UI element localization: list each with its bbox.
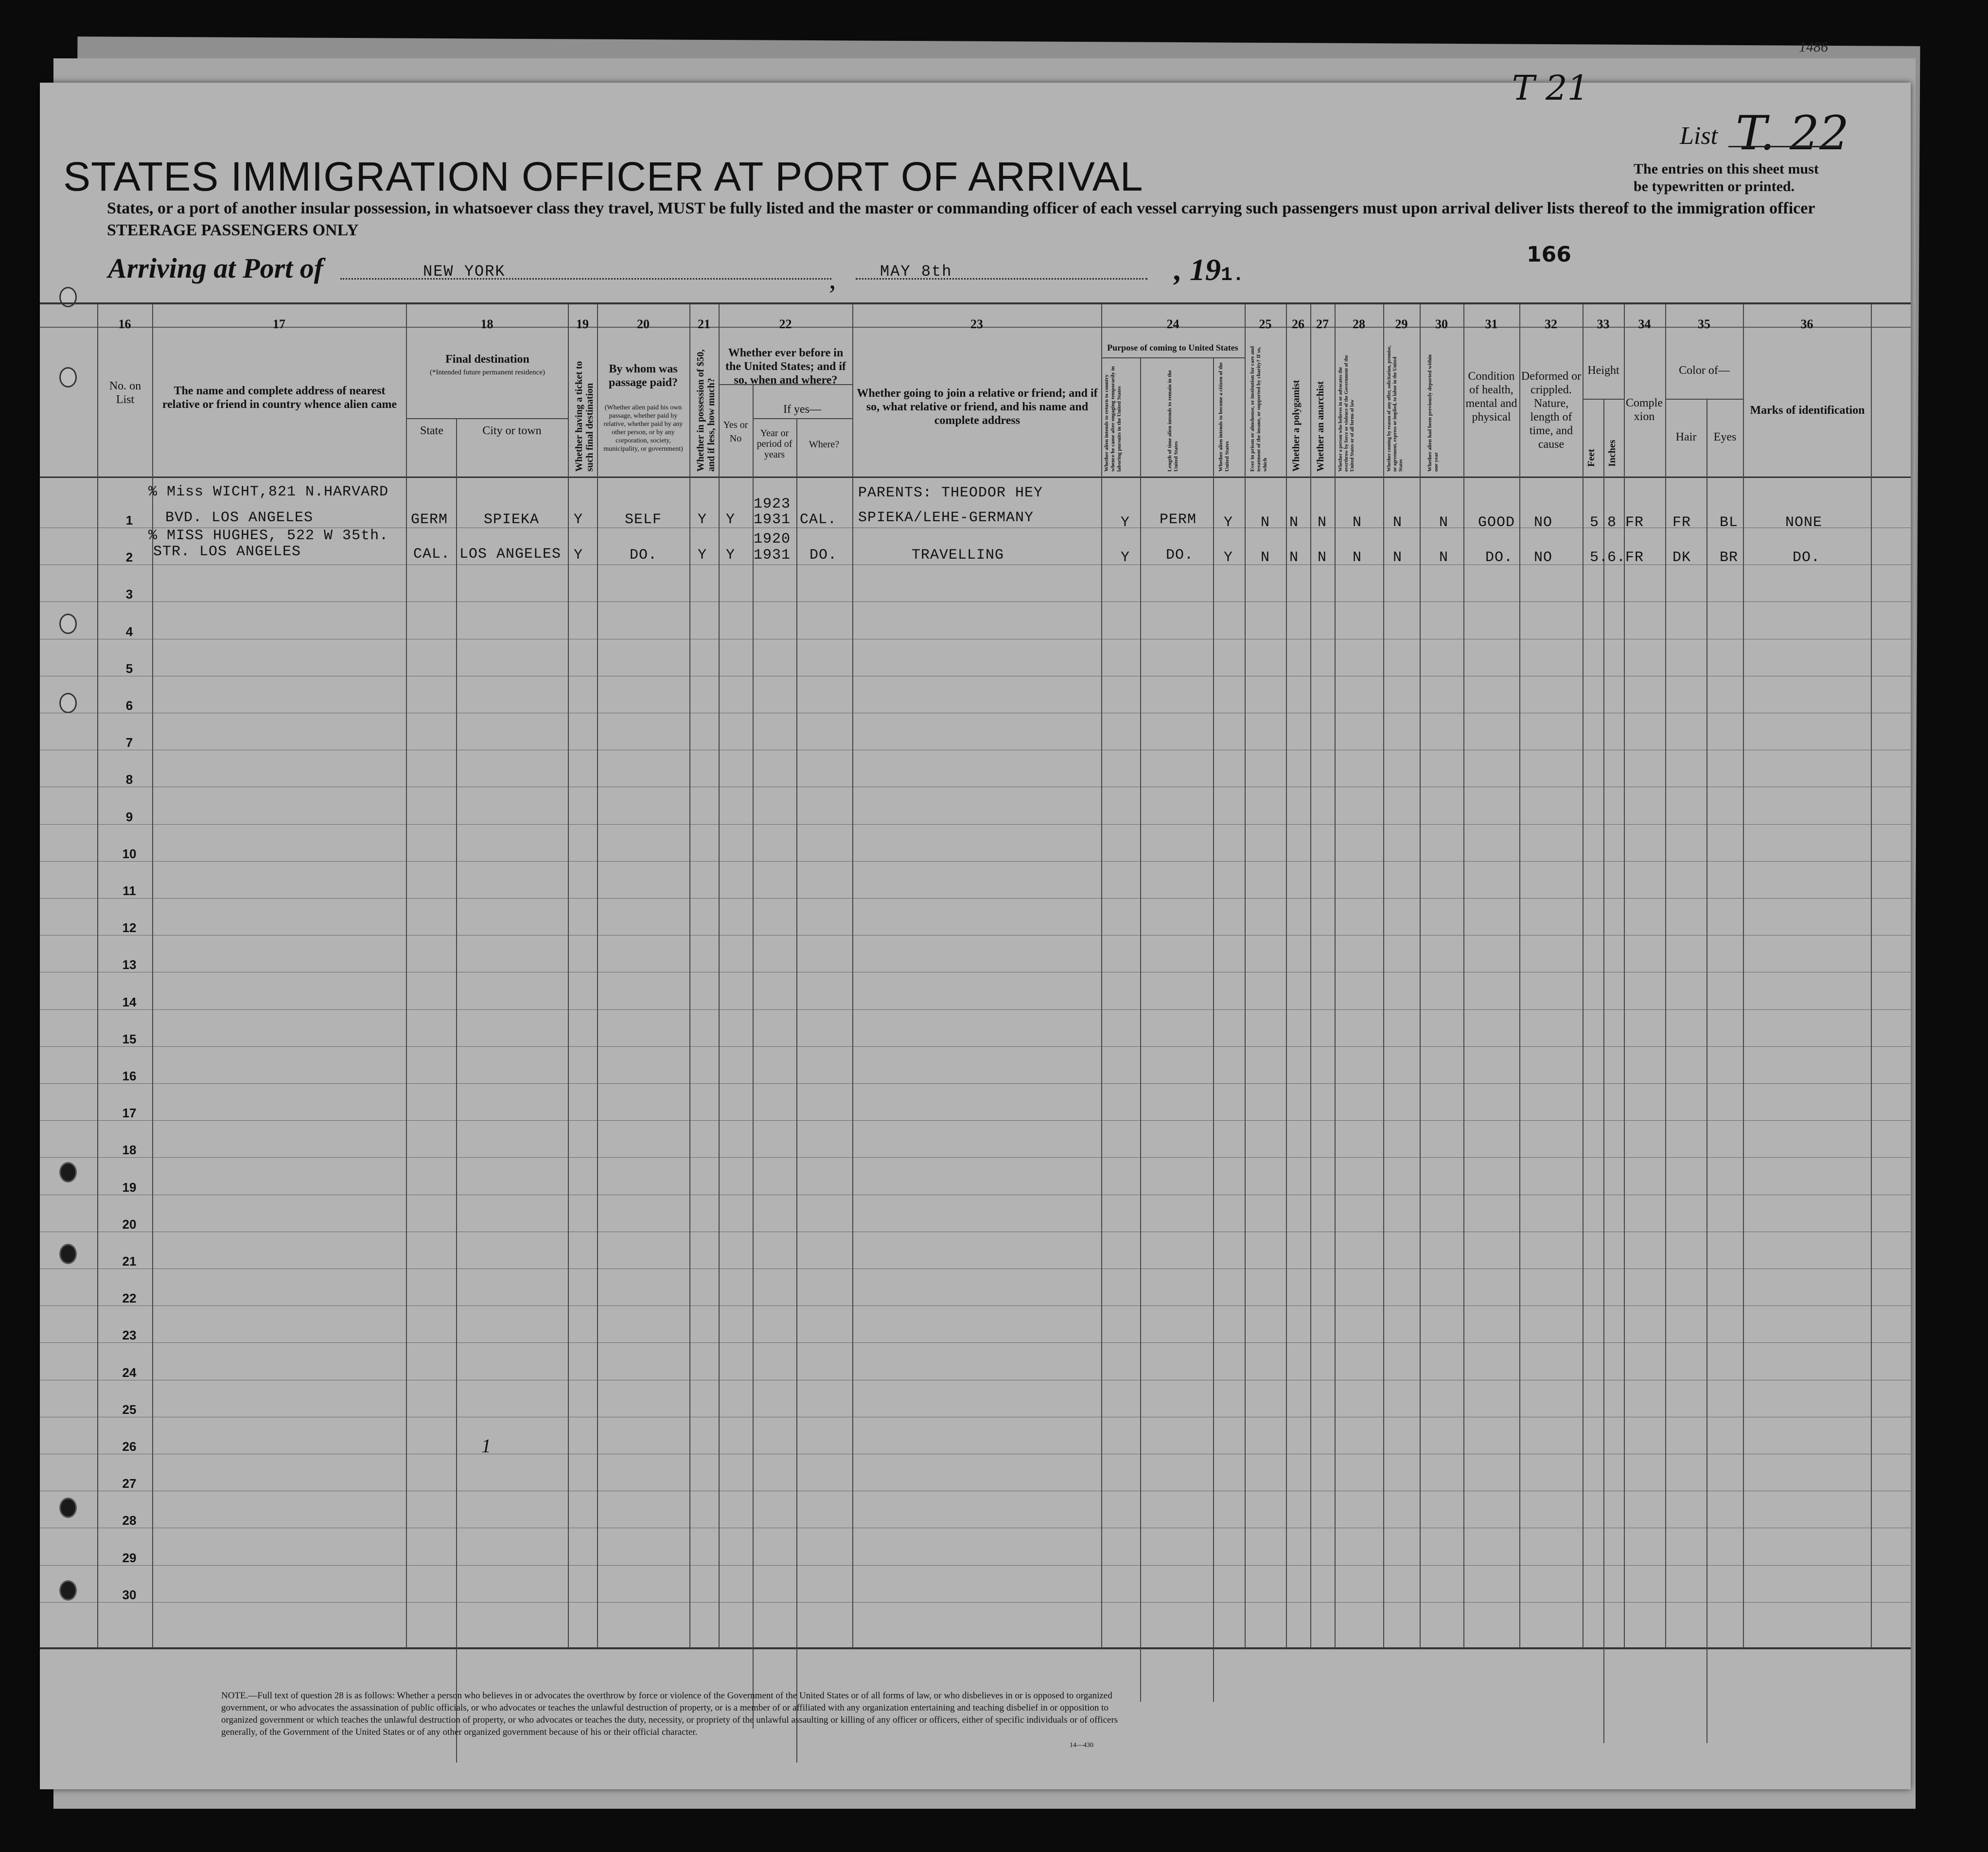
- header-where: Where?: [809, 439, 840, 450]
- entry-1-feet: 5: [1590, 514, 1600, 531]
- row-number: 16: [122, 1069, 137, 1083]
- row-number: 8: [125, 772, 133, 787]
- subheader-rule: [753, 418, 852, 419]
- entry-2-health: DO.: [1485, 549, 1513, 566]
- port-value: NEW YORK: [423, 263, 506, 281]
- subheader-rule: [406, 418, 568, 419]
- entry-2-anarchist: N: [1318, 549, 1327, 566]
- entry-1-money: Y: [698, 512, 707, 528]
- colnum-31: 31: [1485, 317, 1498, 331]
- row-number: 23: [122, 1328, 137, 1342]
- header-purpose: Purpose of coming to United States: [1107, 343, 1238, 353]
- row-number: 7: [125, 735, 133, 750]
- col-divider: [1624, 304, 1625, 1648]
- subheader-rule: [719, 384, 852, 385]
- entry-2-ticket: Y: [574, 547, 583, 564]
- col-divider: [1463, 304, 1464, 1648]
- colnum-17: 17: [273, 317, 285, 331]
- row-number: 13: [122, 957, 137, 972]
- header-paid-by: By whom was passage paid?: [608, 363, 678, 389]
- col-divider: [456, 418, 457, 1763]
- entry-2-prison: N: [1261, 549, 1270, 566]
- header-relative: The name and complete address of nearest relative or friend in country whence alien came: [162, 385, 397, 411]
- row-number: 27: [122, 1476, 137, 1491]
- row-line: [40, 1009, 1911, 1010]
- subheader-rule: [1665, 399, 1743, 400]
- entry-1-paid-by: SELF: [625, 512, 662, 528]
- year-prefix: 19: [1190, 252, 1221, 287]
- colnum-36: 36: [1800, 317, 1813, 331]
- col-divider: [1286, 304, 1287, 1648]
- entry-1-polygamist: N: [1289, 514, 1299, 531]
- colnum-35: 35: [1698, 317, 1710, 331]
- row-number: 4: [125, 624, 133, 639]
- year-suffix: 1.: [1221, 265, 1245, 286]
- page-title: STATES IMMIGRATION OFFICER AT PORT OF ARRIVAL: [63, 154, 1144, 199]
- entry-2-hair: DK: [1672, 549, 1691, 566]
- entry-2-citizen: Y: [1224, 549, 1233, 566]
- entry-1-anarchist: N: [1318, 514, 1327, 531]
- header-yes-no: Yes or No: [723, 420, 748, 444]
- col-divider: [1245, 304, 1246, 1648]
- col-divider: [1603, 399, 1604, 1743]
- entry-2-polygamist: N: [1289, 549, 1299, 566]
- entry-2-offer: N: [1393, 549, 1403, 566]
- header-polygamist: Whether a polygamist: [1291, 380, 1302, 472]
- col-divider: [1383, 304, 1384, 1648]
- typewritten-note-line-2: be typewritten or printed.: [1634, 178, 1795, 194]
- entry-1-prison: N: [1261, 514, 1270, 531]
- entry-2-money: Y: [698, 547, 707, 564]
- col-divider: [796, 418, 797, 1763]
- row-number: 15: [122, 1032, 137, 1046]
- row-number: 1: [125, 513, 133, 528]
- footer-form-code: 14—430: [1070, 1742, 1093, 1749]
- row-number: 18: [122, 1143, 137, 1157]
- subtitle-line-2: STEERAGE PASSENGERS ONLY: [107, 221, 359, 239]
- row-number: 26: [122, 1439, 137, 1454]
- row-line: [40, 601, 1911, 602]
- comma: ,: [829, 263, 836, 295]
- entry-1-deported: N: [1439, 514, 1449, 531]
- header-before-in-us: Whether ever before in the United States; and if so, when and where?: [725, 347, 846, 387]
- entry-1-where: CAL.: [800, 512, 837, 528]
- colnum-30: 30: [1435, 317, 1448, 331]
- entry-1-years-2: 1931: [754, 512, 791, 528]
- col-divider: [1101, 304, 1102, 1648]
- entry-1-complexion: FR: [1625, 514, 1644, 531]
- row-line: [40, 1157, 1911, 1158]
- col-divider: [1140, 357, 1141, 1702]
- colnum-19: 19: [576, 317, 589, 331]
- punch-hole: [59, 693, 77, 713]
- header-if-yes: If yes—: [783, 403, 821, 416]
- row-number: 17: [122, 1106, 137, 1120]
- punch-hole: [59, 1244, 77, 1264]
- row-number: 10: [122, 847, 137, 861]
- row-number: 11: [123, 883, 136, 898]
- entry-2-complexion: FR: [1625, 549, 1644, 566]
- header-deformed: Deformed or crippled. Nature, length of time, and cause: [1521, 370, 1582, 451]
- entry-1-state: GERM: [411, 512, 448, 528]
- row-number: 29: [122, 1551, 137, 1565]
- manifest-sheet: [40, 83, 1911, 1789]
- row-number: 19: [122, 1180, 137, 1195]
- entry-2-eyes: BR: [1720, 549, 1739, 566]
- row-line: [40, 1120, 1911, 1121]
- row-number: 3: [125, 587, 133, 601]
- header-hair: Hair: [1675, 431, 1697, 443]
- col-divider: [1213, 357, 1214, 1702]
- entry-2-state: CAL.: [413, 546, 451, 563]
- entry-1-join-line-1: PARENTS: THEODOR HEY: [858, 485, 1043, 501]
- form-number: 166: [1527, 242, 1571, 267]
- col-divider: [1420, 304, 1421, 1648]
- col-divider: [1310, 304, 1311, 1648]
- entry-1-health: GOOD: [1478, 514, 1515, 531]
- entry-1-marks: NONE: [1785, 514, 1823, 531]
- header-state: State: [420, 424, 443, 437]
- date-value: MAY 8th: [880, 263, 952, 281]
- colnum-33: 33: [1597, 317, 1610, 331]
- punch-hole: [59, 367, 77, 388]
- row-number: 2: [125, 550, 133, 564]
- row-line: [40, 1083, 1911, 1084]
- list-value: T. 22: [1736, 106, 1849, 160]
- col-divider: [1743, 304, 1744, 1648]
- colnum-34: 34: [1638, 317, 1651, 331]
- row-number: 24: [122, 1365, 137, 1380]
- subtitle-line-1: States, or a port of another insular possession, in whatsoever class they travel, MUST be fully listed and the master or commanding officer of each vessel carrying such passengers must upon arrival deliver lists thereof to the immigration officer: [107, 199, 1815, 217]
- header-complexion: Complexion: [1626, 397, 1663, 423]
- header-deported: Whether alien had been previously deported within one year: [1427, 354, 1439, 472]
- col-divider: [406, 304, 407, 1648]
- header-bottom-rule: [40, 476, 1911, 478]
- entry-1-join-line-2: SPIEKA/LEHE-GERMANY: [858, 510, 1034, 526]
- entry-1-relative-line-1: % Miss WICHT,821 N.HARVARD: [148, 484, 389, 500]
- header-final-destination: Final destination: [445, 353, 529, 366]
- colnum-28: 28: [1353, 317, 1365, 331]
- subheader-rule: [1583, 399, 1624, 400]
- row-number: 14: [122, 995, 137, 1009]
- entry-2-deformed: NO: [1534, 549, 1553, 566]
- row-line: [40, 1342, 1911, 1343]
- entry-2-feet: 5.: [1590, 549, 1609, 566]
- header-anarchist: Whether an anarchist: [1315, 381, 1326, 472]
- colnum-20: 20: [637, 317, 650, 331]
- entry-1-city: SPIEKA: [484, 512, 540, 528]
- colnum-27: 27: [1316, 317, 1329, 331]
- punch-hole: [59, 1162, 77, 1182]
- header-purpose-citizen: Whether alien intends to become a citizen of the United States: [1218, 362, 1230, 472]
- header-health: Condition of health, mental and physical: [1465, 370, 1517, 423]
- punch-hole: [59, 614, 77, 634]
- entry-1-relative-line-2: BVD. LOS ANGELES: [165, 510, 314, 526]
- table-bottom-rule: [40, 1647, 1911, 1649]
- colnum-26: 26: [1292, 317, 1304, 331]
- arriving-label: Arriving at Port of: [108, 252, 324, 284]
- entry-1-eyes: BL: [1720, 514, 1739, 531]
- colnum-25: 25: [1259, 317, 1272, 331]
- entry-2-deported: N: [1439, 549, 1449, 566]
- entry-2-where: DO.: [809, 547, 838, 564]
- col-divider: [753, 384, 754, 1729]
- colnum-24: 24: [1166, 317, 1179, 331]
- row-number: 28: [122, 1513, 137, 1528]
- entry-2-length: DO.: [1166, 547, 1194, 564]
- col-divider: [689, 304, 690, 1648]
- entry-2-inches: 6.: [1607, 549, 1626, 566]
- colnum-21: 21: [698, 317, 710, 331]
- top-list-mark: T 21: [1512, 68, 1589, 108]
- header-marks: Marks of identification: [1750, 404, 1865, 417]
- punch-hole: [59, 1580, 77, 1601]
- port-underline: [340, 278, 831, 280]
- corner-mark: 1486: [1799, 39, 1828, 55]
- entry-1-purpose-return: Y: [1121, 514, 1130, 531]
- entry-2-purpose-return: Y: [1121, 549, 1130, 566]
- entry-2-relative-line-1: % MISS HUGHES, 522 W 35th.: [148, 528, 389, 544]
- col-divider: [1519, 304, 1520, 1648]
- row-number: 22: [122, 1291, 137, 1305]
- list-underline: [1728, 146, 1840, 147]
- colnum-32: 32: [1545, 317, 1557, 331]
- header-prison: Ever in prison or almshouse, or institution for care and treatment of the insane, or supported by charity? If so, which: [1249, 346, 1268, 472]
- row-number: 12: [122, 920, 137, 935]
- row-number: 6: [125, 698, 133, 713]
- row-line: [40, 861, 1911, 862]
- header-eyes: Eyes: [1713, 431, 1737, 443]
- header-offer: Whether coming by reason of any offer, solicitation, promise, or agreement, express or implied, to labor in the United States: [1387, 345, 1404, 472]
- entry-1-ticket: Y: [574, 512, 583, 528]
- colnum-29: 29: [1395, 317, 1408, 331]
- colnum-23: 23: [970, 317, 983, 331]
- row-number: 30: [122, 1587, 137, 1602]
- entry-2-join-line-1: TRAVELLING: [912, 547, 1004, 564]
- row-number: 25: [122, 1402, 137, 1417]
- col-divider: [719, 304, 720, 1648]
- entry-1-before: Y: [726, 512, 736, 528]
- header-feet: Feet: [1586, 449, 1597, 467]
- entry-1-overthrow: N: [1353, 514, 1362, 531]
- entry-2-paid-by: DO.: [630, 547, 658, 564]
- entry-1-offer: N: [1393, 514, 1403, 531]
- entry-1-deformed: NO: [1534, 514, 1553, 531]
- row-number: 9: [125, 810, 133, 824]
- header-overthrow: Whether a person who believes in or advocates the overthrow by force or violence of the Government of the United States or of all forms of law: [1338, 355, 1355, 472]
- typewritten-note-line-1: The entries on this sheet must: [1634, 161, 1819, 177]
- entry-1-years-1: 1923: [754, 496, 791, 512]
- row-line: [40, 898, 1911, 899]
- header-no-on-list: No. on List: [109, 380, 141, 406]
- header-top-rule: [40, 302, 1911, 304]
- header-ticket: Whether having a ticket to such final destination: [574, 361, 595, 472]
- header-city: City or town: [482, 424, 542, 437]
- colnum-22: 22: [779, 317, 792, 331]
- header-inches: Inches: [1607, 440, 1618, 467]
- header-height: Height: [1587, 364, 1619, 377]
- year-value: , 191.: [1174, 252, 1245, 287]
- entry-2-city: LOS ANGELES: [459, 546, 562, 563]
- row-number: 5: [125, 661, 133, 676]
- col-divider: [568, 304, 569, 1648]
- row-line: [40, 1305, 1911, 1306]
- row-line: [40, 1565, 1911, 1566]
- entry-2-relative-line-2: STR. LOS ANGELES: [153, 544, 301, 560]
- footer-note: NOTE.—Full text of question 28 is as follows: Whether a person who believes in or advocates the overthrow by force or violence of the Government of the United States or of all forms of law, or who disbelieves in or is opposed to organized government, or who advocates the assassination of public officials, or who advocates or teaches the unlawful destruction of property, or is a member of or affiliated with any organization entertaining and teaching disbelief in or opposition to organized government or which teaches the unlawful destruction of property, or who advocates or teaches the duty, necessity, or propriety of the unlawful assaulting or killing of any officer or officers, either of specific individuals or of officers generally, of the Government of the United States or of any other organized government because of his or their official character.: [221, 1691, 1118, 1737]
- header-fifty-dollars: Whether in possession of $50, and if less, how much?: [695, 349, 717, 472]
- header-paid-by-sub: (Whether alien paid his own passage, whether paid by relative, whether paid by any other person, or by any corporation, society, municipality, or government): [603, 404, 683, 453]
- entry-1-citizen: Y: [1224, 514, 1233, 531]
- typewritten-note: [1634, 160, 1819, 195]
- header-color-of: Color of—: [1679, 364, 1730, 377]
- col-divider: [1871, 304, 1872, 1648]
- colnum-18: 18: [480, 317, 493, 331]
- entry-2-overthrow: N: [1353, 549, 1362, 566]
- row-line: [40, 824, 1911, 825]
- col-divider: [1665, 304, 1666, 1648]
- header-join-relative: Whether going to join a relative or friend; and if so, what relative or friend, and his name and complete address: [857, 387, 1098, 427]
- row-line: [40, 1602, 1911, 1603]
- col-divider: [852, 304, 853, 1648]
- col-divider: [97, 304, 98, 1648]
- header-year-period: Year or period of years: [756, 428, 792, 460]
- entry-2-before: Y: [726, 547, 736, 564]
- row-number: 21: [122, 1254, 137, 1269]
- row-number: 20: [122, 1217, 137, 1232]
- entry-2-marks: DO.: [1793, 549, 1821, 566]
- list-label: List: [1680, 122, 1718, 150]
- header-final-destination-sub: (*Intended future permanent residence): [430, 369, 545, 376]
- col-divider: [1335, 304, 1336, 1648]
- header-purpose-return: Whether alien intends to return to country whence he came after engaging temporarily in laboring pursuits in the United States: [1104, 366, 1122, 472]
- entry-1-hair: FR: [1672, 514, 1691, 531]
- entry-1-length: PERM: [1160, 512, 1197, 528]
- col-divider: [597, 304, 598, 1648]
- colnum-16: 16: [118, 317, 131, 331]
- subheader-rule: [1101, 357, 1245, 358]
- header-purpose-length: Length of time alien intends to remain in the United States: [1167, 370, 1179, 472]
- punch-hole: [59, 1498, 77, 1518]
- entry-1-inches: 8: [1607, 514, 1617, 531]
- row-line: [40, 1046, 1911, 1047]
- entry-2-years-2: 1931: [754, 547, 791, 564]
- entry-2-years-1: 1920: [754, 531, 791, 547]
- stray-pencil-mark: 1: [481, 1435, 491, 1457]
